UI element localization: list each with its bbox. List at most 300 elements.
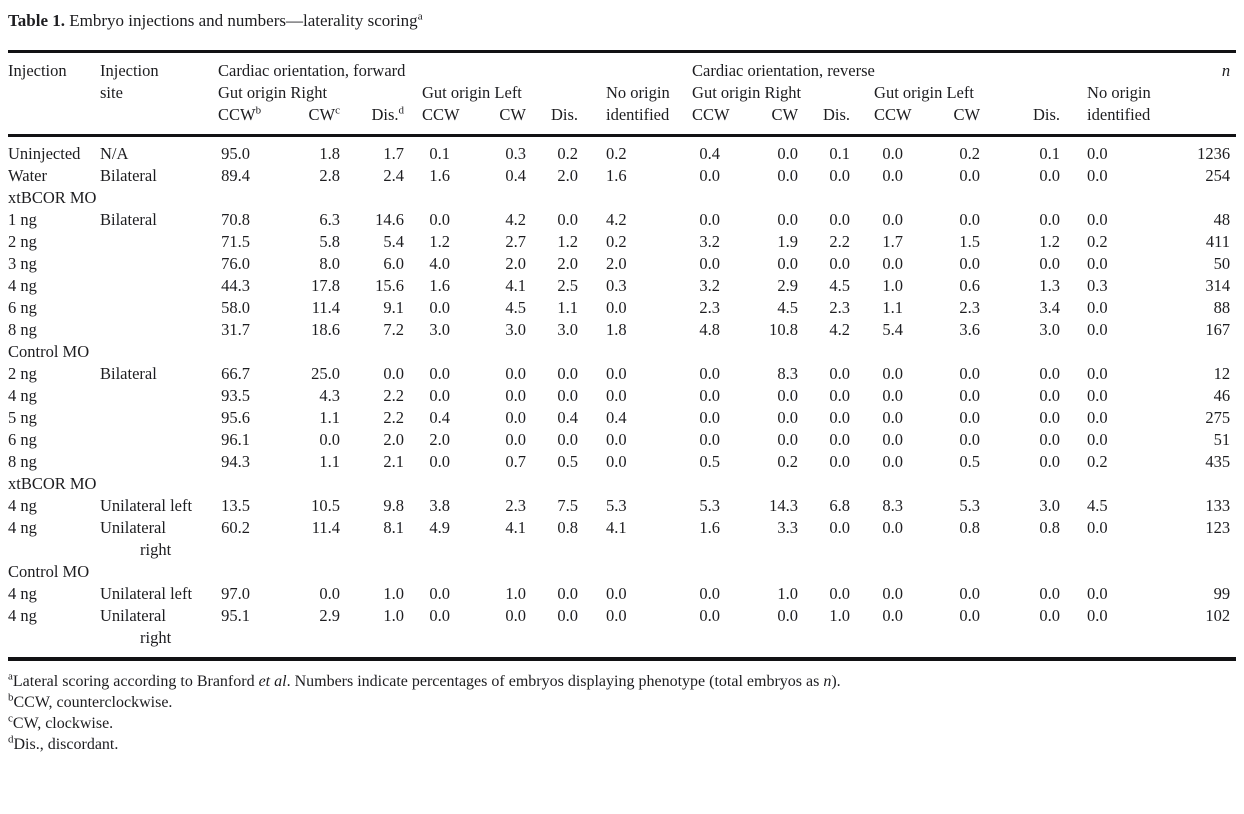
no-origin-label: No origin identified [606, 83, 670, 124]
value-cell: 0.0 [1087, 144, 1108, 163]
value-cell: 1.6 [429, 276, 450, 295]
value-cell: 5.4 [882, 320, 904, 339]
value-cell: 95.6 [221, 408, 250, 427]
value-cell: 0.0 [1039, 606, 1061, 625]
value-cell: 4.2 [606, 210, 627, 229]
col-header-injection-site [100, 52, 218, 136]
value-cell: 0.0 [699, 430, 721, 449]
value-cell: 0.0 [777, 166, 799, 185]
value-cell: 3.8 [429, 496, 450, 515]
table-row [8, 407, 1236, 429]
value-cell: 0.0 [557, 430, 578, 449]
cw-label: CW [308, 105, 336, 124]
table-title [0, 0, 1244, 32]
value-cell: 1.8 [319, 144, 340, 163]
injection-cell: 2 ng [8, 232, 37, 251]
section-row [8, 341, 1236, 363]
table-row [8, 275, 1236, 297]
value-cell: 17.8 [311, 276, 340, 295]
injection-site-value: Bilateral [100, 210, 157, 229]
value-cell: 60.2 [221, 518, 250, 537]
value-cell: 0.2 [606, 144, 627, 163]
ccw-label: CCW [218, 105, 256, 124]
value-cell: 1.0 [829, 606, 851, 625]
n-cell: 50 [1213, 254, 1231, 273]
footnote-text: . Numbers indicate percentages of embryos displaying phenotype (total embryos as [286, 673, 824, 690]
value-cell: 0.4 [699, 144, 721, 163]
footnote-text: et al [258, 673, 287, 690]
n-cell: 275 [1205, 408, 1231, 427]
value-cell: 1.6 [606, 166, 627, 185]
footnote-marker: d [8, 733, 14, 746]
col-header-cw-rr: CW [771, 105, 799, 124]
value-cell: 7.5 [557, 496, 578, 515]
n-cell: 46 [1213, 386, 1231, 405]
value-cell: 4.5 [829, 276, 851, 295]
value-cell: 0.0 [429, 584, 450, 603]
value-cell: 0.0 [1039, 254, 1061, 273]
value-cell: 4.1 [505, 518, 526, 537]
value-cell: 0.4 [505, 166, 526, 185]
footnote-line [8, 671, 1236, 692]
col-header-dis-rl: Dis. [1032, 105, 1061, 124]
footnotes [8, 671, 1236, 755]
value-cell: 0.5 [699, 452, 721, 471]
value-cell: 0.0 [829, 166, 851, 185]
value-cell: 0.0 [829, 430, 851, 449]
n-cell: 48 [1213, 210, 1231, 229]
value-cell: 0.8 [1039, 518, 1061, 537]
value-cell: 2.3 [829, 298, 851, 317]
value-cell: 0.0 [505, 430, 526, 449]
col-header-no-origin-forward [580, 82, 692, 136]
value-cell: 1.8 [606, 320, 627, 339]
injection-site-cell [100, 451, 218, 473]
value-cell: 8.3 [882, 496, 904, 515]
value-cell: 71.5 [221, 232, 250, 251]
injection-site-value: Unilateral left [100, 584, 193, 603]
n-cell: 123 [1205, 518, 1231, 537]
value-cell: 6.3 [319, 210, 340, 229]
value-cell: 0.1 [429, 144, 450, 163]
title-footnote-marker: a [417, 10, 423, 23]
value-cell: 0.0 [959, 606, 981, 625]
injection-cell: 6 ng [8, 430, 37, 449]
value-cell: 0.4 [429, 408, 450, 427]
value-cell: 2.8 [319, 166, 340, 185]
footnote-text: Lateral scoring according to Branford [12, 673, 259, 690]
injection-cell: 2 ng [8, 364, 37, 383]
value-cell: 0.3 [1087, 276, 1108, 295]
injection-site-value: Unilateral right [100, 606, 172, 647]
value-cell: 89.4 [221, 166, 250, 185]
value-cell: 0.4 [557, 408, 578, 427]
value-cell: 0.0 [699, 210, 721, 229]
col-header-cw-fr [262, 104, 342, 136]
value-cell: 0.0 [699, 408, 721, 427]
injection-site-cell [100, 407, 218, 429]
value-cell: 0.0 [959, 210, 981, 229]
value-cell: 2.4 [383, 166, 404, 185]
value-cell: 3.0 [429, 320, 450, 339]
injection-cell: 4 ng [8, 606, 37, 625]
injection-cell: Uninjected [8, 144, 81, 163]
value-cell: 94.3 [221, 452, 250, 471]
value-cell: 1.0 [882, 276, 904, 295]
value-cell: 4.5 [777, 298, 799, 317]
table-header [8, 52, 1236, 136]
value-cell: 0.0 [557, 364, 578, 383]
value-cell: 2.3 [959, 298, 981, 317]
n-label: n [1221, 61, 1231, 80]
value-cell: 0.0 [505, 606, 526, 625]
value-cell: 0.0 [882, 166, 904, 185]
value-cell: 0.0 [505, 364, 526, 383]
footnote-text: Dis., discordant. [13, 736, 119, 753]
value-cell: 4.3 [319, 386, 340, 405]
n-cell: 411 [1205, 232, 1231, 251]
section-label: xtBCOR MO [8, 188, 97, 207]
value-cell: 0.0 [777, 408, 799, 427]
value-cell: 0.0 [1039, 430, 1061, 449]
value-cell: 0.0 [777, 144, 799, 163]
value-cell: 0.0 [882, 452, 904, 471]
value-cell: 3.2 [699, 232, 721, 251]
value-cell: 9.8 [383, 496, 404, 515]
table-row [8, 495, 1236, 517]
footnote-marker: b [8, 691, 14, 704]
value-cell: 11.4 [311, 518, 340, 537]
table-number-label: Table 1. [8, 11, 66, 30]
value-cell: 0.0 [882, 210, 904, 229]
value-cell: 0.0 [699, 254, 721, 273]
value-cell: 1.1 [557, 298, 578, 317]
value-cell: 0.0 [959, 408, 981, 427]
value-cell: 0.0 [959, 364, 981, 383]
value-cell: 3.0 [1039, 320, 1061, 339]
dis-label: Dis. [371, 105, 399, 124]
injection-site-value: N/A [100, 144, 129, 163]
value-cell: 0.5 [959, 452, 981, 471]
value-cell: 0.0 [1087, 298, 1108, 317]
value-cell: 4.1 [606, 518, 627, 537]
value-cell: 2.5 [557, 276, 578, 295]
table-body [8, 136, 1236, 660]
injection-cell: 3 ng [8, 254, 37, 273]
value-cell: 5.8 [319, 232, 340, 251]
value-cell: 0.0 [1087, 364, 1108, 383]
value-cell: 66.7 [221, 364, 250, 383]
value-cell: 0.0 [1087, 166, 1108, 185]
value-cell: 1.9 [777, 232, 799, 251]
value-cell: 0.0 [429, 364, 450, 383]
injection-cell: Water [8, 166, 47, 185]
section-label: xtBCOR MO [8, 474, 97, 493]
value-cell: 0.0 [777, 254, 799, 273]
col-header-cw-rl: CW [953, 105, 981, 124]
value-cell: 0.1 [829, 144, 851, 163]
n-cell: 12 [1213, 364, 1231, 383]
value-cell: 0.0 [606, 584, 627, 603]
value-cell: 4.5 [505, 298, 526, 317]
value-cell: 4.8 [699, 320, 721, 339]
value-cell: 0.0 [557, 606, 578, 625]
table-row [8, 451, 1236, 473]
value-cell: 25.0 [311, 364, 340, 383]
value-cell: 2.0 [383, 430, 404, 449]
table-title-text: Embryo injections and numbers—laterality scoring [65, 11, 418, 30]
value-cell: 0.6 [959, 276, 981, 295]
value-cell: 0.0 [1087, 386, 1108, 405]
value-cell: 0.0 [829, 254, 851, 273]
value-cell: 8.0 [319, 254, 340, 273]
injection-site-cell [100, 517, 218, 561]
value-cell: 5.3 [959, 496, 981, 515]
value-cell: 0.0 [606, 430, 627, 449]
value-cell: 58.0 [221, 298, 250, 317]
value-cell: 6.0 [383, 254, 404, 273]
injection-site-cell [100, 136, 218, 166]
n-cell: 435 [1205, 452, 1231, 471]
injection-site-cell [100, 605, 218, 659]
col-header-ccw-fr [218, 104, 262, 136]
section-row [8, 561, 1236, 583]
value-cell: 3.6 [959, 320, 981, 339]
injection-cell: 8 ng [8, 452, 37, 471]
value-cell: 96.1 [221, 430, 250, 449]
value-cell: 13.5 [221, 496, 250, 515]
footnote-line [8, 713, 1236, 734]
value-cell: 1.7 [882, 232, 904, 251]
col-header-gut-left-reverse: Gut origin Left [874, 83, 974, 102]
value-cell: 97.0 [221, 584, 250, 603]
injection-cell: 1 ng [8, 210, 37, 229]
n-cell: 167 [1205, 320, 1231, 339]
dis-footnote-marker: d [398, 104, 404, 117]
table-row [8, 429, 1236, 451]
value-cell: 2.2 [829, 232, 851, 251]
injection-site-cell [100, 297, 218, 319]
value-cell: 0.0 [882, 430, 904, 449]
value-cell: 10.8 [769, 320, 799, 339]
section-label: Control MO [8, 562, 90, 581]
value-cell: 0.0 [829, 584, 851, 603]
value-cell: 0.7 [505, 452, 526, 471]
value-cell: 1.1 [882, 298, 904, 317]
value-cell: 0.0 [959, 254, 981, 273]
col-header-injection: Injection [8, 61, 67, 80]
value-cell: 1.6 [429, 166, 450, 185]
value-cell: 0.4 [606, 408, 627, 427]
value-cell: 1.2 [1039, 232, 1061, 251]
value-cell: 0.0 [606, 452, 627, 471]
value-cell: 0.0 [1039, 210, 1061, 229]
value-cell: 10.5 [311, 496, 340, 515]
value-cell: 15.6 [375, 276, 404, 295]
footnote-text: CCW, counterclockwise. [13, 694, 173, 711]
value-cell: 0.0 [1087, 320, 1108, 339]
value-cell: 1.0 [505, 584, 526, 603]
value-cell: 0.0 [606, 364, 627, 383]
value-cell: 0.0 [777, 606, 799, 625]
value-cell: 0.0 [1039, 584, 1061, 603]
value-cell: 2.0 [606, 254, 627, 273]
value-cell: 31.7 [221, 320, 250, 339]
value-cell: 0.0 [1087, 254, 1108, 273]
col-header-cw-fl: CW [499, 105, 526, 124]
value-cell: 0.3 [505, 144, 526, 163]
injection-cell: 6 ng [8, 298, 37, 317]
value-cell: 0.8 [557, 518, 578, 537]
injection-cell: 8 ng [8, 320, 37, 339]
value-cell: 0.0 [429, 386, 450, 405]
value-cell: 0.0 [699, 364, 721, 383]
cw-footnote-marker: c [335, 104, 340, 117]
col-header-cardiac-reverse: Cardiac orientation, reverse [692, 61, 875, 80]
value-cell: 5.4 [383, 232, 404, 251]
value-cell: 0.0 [1087, 408, 1108, 427]
section-row [8, 187, 1236, 209]
value-cell: 44.3 [221, 276, 250, 295]
value-cell: 0.2 [959, 144, 981, 163]
value-cell: 0.0 [557, 584, 578, 603]
col-header-no-origin-reverse [1062, 82, 1160, 136]
value-cell: 0.0 [557, 210, 578, 229]
table-row [8, 605, 1236, 659]
value-cell: 0.0 [1039, 386, 1061, 405]
value-cell: 0.1 [1039, 144, 1061, 163]
n-cell: 133 [1205, 496, 1231, 515]
n-cell: 88 [1213, 298, 1231, 317]
col-header-dis-rr: Dis. [822, 105, 851, 124]
value-cell: 3.4 [1039, 298, 1061, 317]
value-cell: 0.0 [1087, 430, 1108, 449]
value-cell: 0.0 [699, 584, 721, 603]
injection-cell: 4 ng [8, 276, 37, 295]
value-cell: 0.0 [1039, 408, 1061, 427]
value-cell: 4.0 [429, 254, 450, 273]
value-cell: 0.0 [1087, 518, 1108, 537]
injection-site-cell [100, 253, 218, 275]
table-row [8, 297, 1236, 319]
col-header-ccw-rl: CCW [874, 105, 912, 124]
value-cell: 3.2 [699, 276, 721, 295]
value-cell: 0.0 [882, 606, 904, 625]
table-row [8, 517, 1236, 561]
col-header-dis-fl: Dis. [550, 105, 578, 124]
value-cell: 11.4 [311, 298, 340, 317]
value-cell: 0.0 [429, 298, 450, 317]
value-cell: 0.0 [882, 518, 904, 537]
n-cell: 51 [1213, 430, 1231, 449]
value-cell: 0.0 [882, 408, 904, 427]
table-row [8, 253, 1236, 275]
value-cell: 0.0 [777, 210, 799, 229]
value-cell: 0.0 [429, 606, 450, 625]
value-cell: 18.6 [311, 320, 340, 339]
value-cell: 6.8 [829, 496, 851, 515]
value-cell: 93.5 [221, 386, 250, 405]
injection-site-cell [100, 209, 218, 231]
value-cell: 3.3 [777, 518, 799, 537]
value-cell: 4.5 [1087, 496, 1108, 515]
value-cell: 14.6 [375, 210, 404, 229]
col-header-n [1160, 52, 1236, 136]
ccw-footnote-marker: b [255, 104, 262, 117]
value-cell: 95.1 [221, 606, 250, 625]
value-cell: 1.0 [383, 606, 404, 625]
value-cell: 2.1 [383, 452, 404, 471]
header-row-groups [8, 52, 1236, 83]
value-cell: 70.8 [221, 210, 250, 229]
injection-cell: 4 ng [8, 518, 37, 537]
value-cell: 4.1 [505, 276, 526, 295]
n-cell: 99 [1213, 584, 1231, 603]
value-cell: 0.0 [829, 364, 851, 383]
injection-site-value: Unilateral right [100, 518, 172, 559]
value-cell: 1.2 [429, 232, 450, 251]
injection-cell: 4 ng [8, 584, 37, 603]
value-cell: 1.1 [319, 452, 340, 471]
value-cell: 8.1 [383, 518, 404, 537]
value-cell: 0.0 [319, 430, 340, 449]
value-cell: 1.6 [699, 518, 721, 537]
injection-site-cell [100, 429, 218, 451]
value-cell: 0.0 [557, 386, 578, 405]
value-cell: 1.7 [383, 144, 404, 163]
value-cell: 2.0 [557, 166, 578, 185]
table-row [8, 231, 1236, 253]
n-cell: 314 [1205, 276, 1231, 295]
value-cell: 0.0 [1087, 606, 1108, 625]
col-header-ccw-fl: CCW [422, 105, 460, 124]
value-cell: 0.0 [606, 386, 627, 405]
value-cell: 0.0 [882, 254, 904, 273]
injection-site-cell [100, 165, 218, 187]
value-cell: 2.0 [557, 254, 578, 273]
footnote-marker: c [8, 712, 13, 725]
value-cell: 3.0 [505, 320, 526, 339]
table-row [8, 209, 1236, 231]
value-cell: 0.2 [557, 144, 578, 163]
value-cell: 3.0 [1039, 496, 1061, 515]
col-header-gut-left-forward: Gut origin Left [422, 83, 522, 102]
value-cell: 0.2 [777, 452, 799, 471]
col-header-ccw-rr: CCW [692, 105, 730, 124]
value-cell: 2.0 [505, 254, 526, 273]
n-cell: 254 [1205, 166, 1231, 185]
table-row [8, 136, 1236, 166]
laterality-scoring-table [8, 50, 1236, 661]
value-cell: 95.0 [221, 144, 250, 163]
value-cell: 0.0 [606, 606, 627, 625]
value-cell: 4.9 [429, 518, 450, 537]
value-cell: 0.2 [606, 232, 627, 251]
value-cell: 14.3 [769, 496, 799, 515]
table-row [8, 385, 1236, 407]
value-cell: 0.0 [1039, 364, 1061, 383]
value-cell: 0.0 [505, 408, 526, 427]
value-cell: 0.0 [777, 430, 799, 449]
value-cell: 2.0 [429, 430, 450, 449]
value-cell: 0.0 [1039, 452, 1061, 471]
injection-site-cell [100, 495, 218, 517]
value-cell: 0.0 [777, 386, 799, 405]
footnote-line [8, 734, 1236, 755]
injection-site-value: Unilateral left [100, 496, 193, 515]
col-header-cardiac-forward: Cardiac orientation, forward [218, 61, 406, 80]
table-row [8, 165, 1236, 187]
